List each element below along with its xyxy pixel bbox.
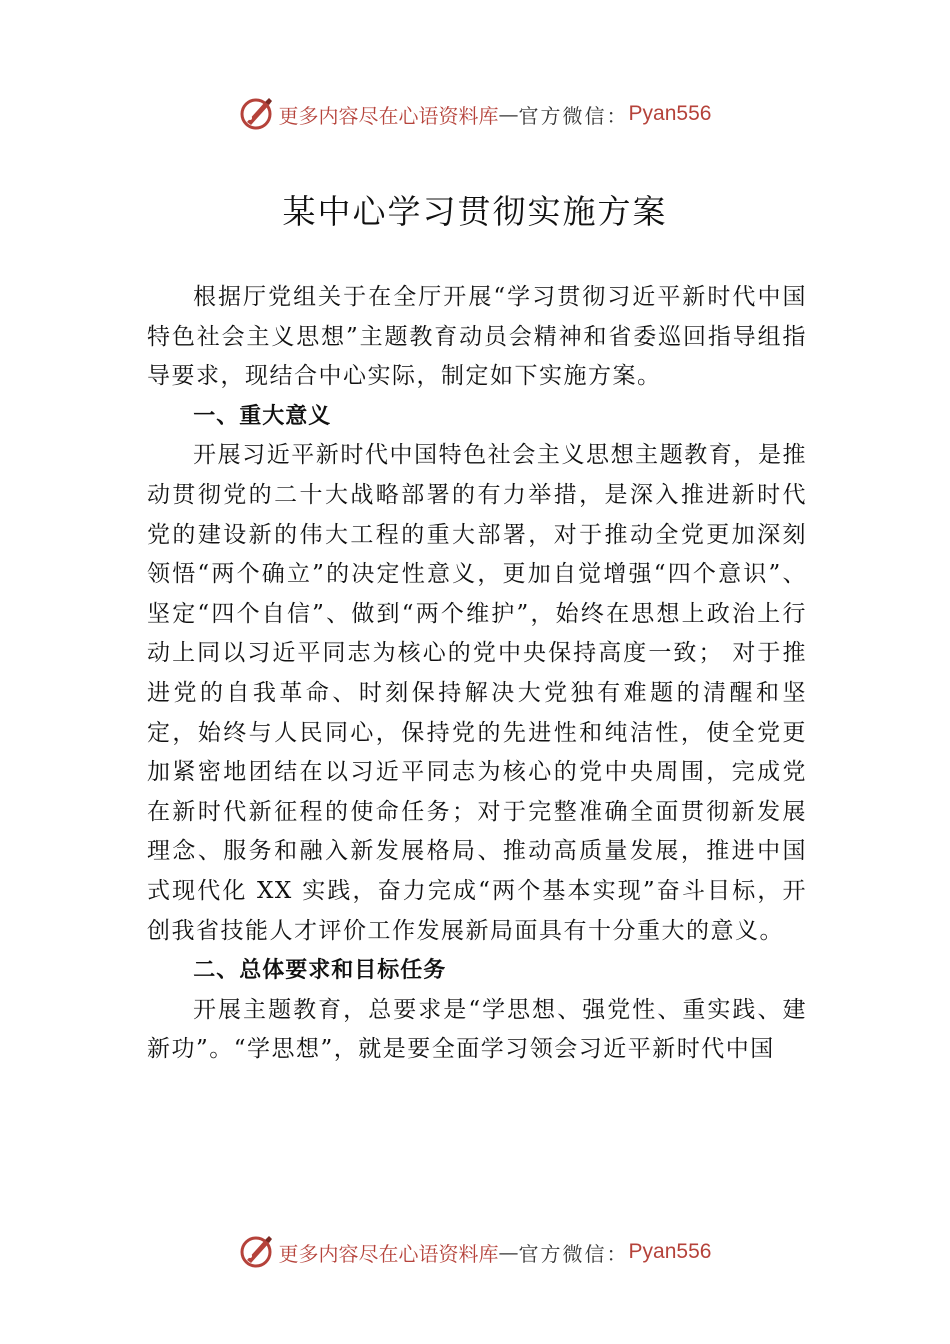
watermark-wechat-label: 官方微信： bbox=[518, 103, 629, 128]
section-heading-significance: 一、重大意义 bbox=[193, 403, 332, 429]
pen-seal-icon bbox=[239, 96, 275, 132]
watermark-separator: — bbox=[498, 1240, 519, 1264]
section-heading-requirements: 二、总体要求和目标任务 bbox=[193, 958, 447, 984]
significance-paragraph: 开展习近平新时代中国特色社会主义思想主题教育，是推动贯彻党的二十大战略部署的有力举措，是深入推进新时代党的建设新的伟大工程的重大部署，对于推动全党更加深刻领悟“两个确立”的决定性意义，更加自觉增强“四个意识”、坚定“四个自信”、做到“两个维护”，始终在思想上政治上行动上同以习近平同志为核心的党中央保持高度一致； 对于推进党的自我革命、时刻保持解决大党独有难题的清醒和坚定，始终与人民同心，保持党的先进性和纯洁性，使全党更加紧密地团结在以习近平同志为核心的党中央周围，完成党在新时代新征程的使命任务；对于完整准确全面贯彻新发展理念、服务和融入新发展格局、推动高质量发展，推进中国式现代化 XX 实践，奋力完成“两个基本实现”奋斗目标，开创我省技能人才评价工作发展新局面具有十分重大的意义。 bbox=[147, 442, 807, 944]
requirements-paragraph: 开展主题教育，总要求是“学思想、强党性、重实践、建新功”。“学思想”，就是要全面学习领会习近平新时代中国 bbox=[147, 996, 807, 1063]
pen-seal-icon bbox=[239, 1234, 275, 1270]
intro-paragraph: 根据厅党组关于在全厅开展“学习贯彻习近平新时代中国特色社会主义思想”主题教育动员会精神和省委巡回指导组指导要求，现结合中心实际，制定如下实施方案。 bbox=[147, 284, 807, 390]
watermark-wechat-label: 官方微信： bbox=[518, 1241, 629, 1266]
watermark-brand: 更多内容尽在心语资料库 bbox=[278, 103, 499, 128]
watermark-wechat-id: Pyan556 bbox=[628, 102, 712, 125]
watermark-wechat-id: Pyan556 bbox=[628, 1240, 712, 1263]
watermark-separator: — bbox=[498, 102, 519, 126]
document-body bbox=[147, 278, 807, 1070]
document-title: 某中心学习贯彻实施方案 bbox=[282, 192, 668, 231]
footer-watermark bbox=[0, 1232, 950, 1272]
header-watermark bbox=[0, 94, 950, 134]
watermark-brand: 更多内容尽在心语资料库 bbox=[278, 1241, 499, 1266]
